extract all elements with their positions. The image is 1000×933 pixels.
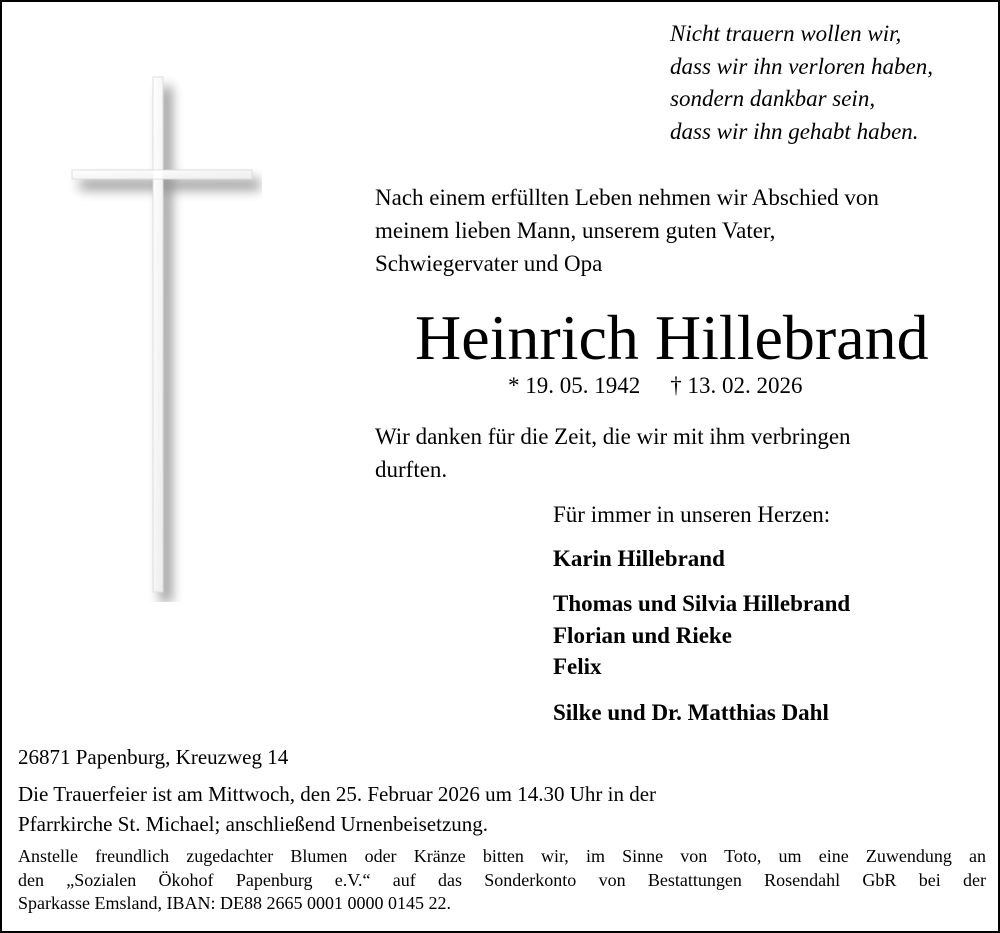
family-member: Felix [553,654,602,679]
family-member: Silke und Dr. Matthias Dahl [553,700,829,725]
note-line: den „Sozialen Ökohof Papenburg e.V.“ auf das Sonderkonto von Bestattungen Rosendahl GbR bei der [18,869,986,890]
note-line: Anstelle freundlich zugedachter Blumen oder Kränze bitten wir, im Sinne von Toto, um eine Zuwendung an [18,846,986,866]
poem-line: sondern dankbar sein, [670,86,876,111]
ceremony-info [18,779,656,839]
family-group [553,697,829,729]
thanks-line: durften. [375,457,448,482]
ceremony-line: Pfarrkirche St. Michael; anschließend Urnenbeisetzung. [18,812,489,836]
cross-icon [62,72,262,602]
death-date: † 13. 02. 2026 [670,373,803,398]
thanks-text [375,420,851,486]
poem-line: Nicht trauern wollen wir, [670,21,902,46]
family-member: Thomas und Silvia Hillebrand [553,591,851,616]
forever-heading: Für immer in unseren Herzen: [553,502,831,527]
intro-text [375,181,879,280]
poem [670,18,933,148]
deceased-name: Heinrich Hillebrand [415,302,929,373]
note-line: Sparkasse Emsland, IBAN: DE88 2665 0001 0000 0145 22. [18,893,451,913]
thanks-line: Wir danken für die Zeit, die wir mit ihm verbringen [375,424,851,449]
intro-line: meinem lieben Mann, unserem guten Vater, [375,218,776,243]
family-member: Florian und Rieke [553,622,732,648]
poem-line: dass wir ihn verloren haben, [670,53,933,79]
family-group [553,588,850,683]
family-group [553,543,725,575]
poem-line: dass wir ihn gehabt haben. [670,118,919,144]
intro-line: Nach einem erfüllten Leben nehmen wir Abschied von [375,185,879,210]
life-dates [508,372,803,400]
ceremony-line: Die Trauerfeier ist am Mittwoch, den 25. Februar 2026 um 14.30 Uhr in der [18,782,657,806]
intro-line: Schwiegervater und Opa [375,251,603,276]
donation-note [18,845,986,916]
birth-date: * 19. 05. 1942 [508,373,641,398]
family-member: Karin Hillebrand [553,546,725,571]
address: 26871 Papenburg, Kreuzweg 14 [18,745,289,769]
